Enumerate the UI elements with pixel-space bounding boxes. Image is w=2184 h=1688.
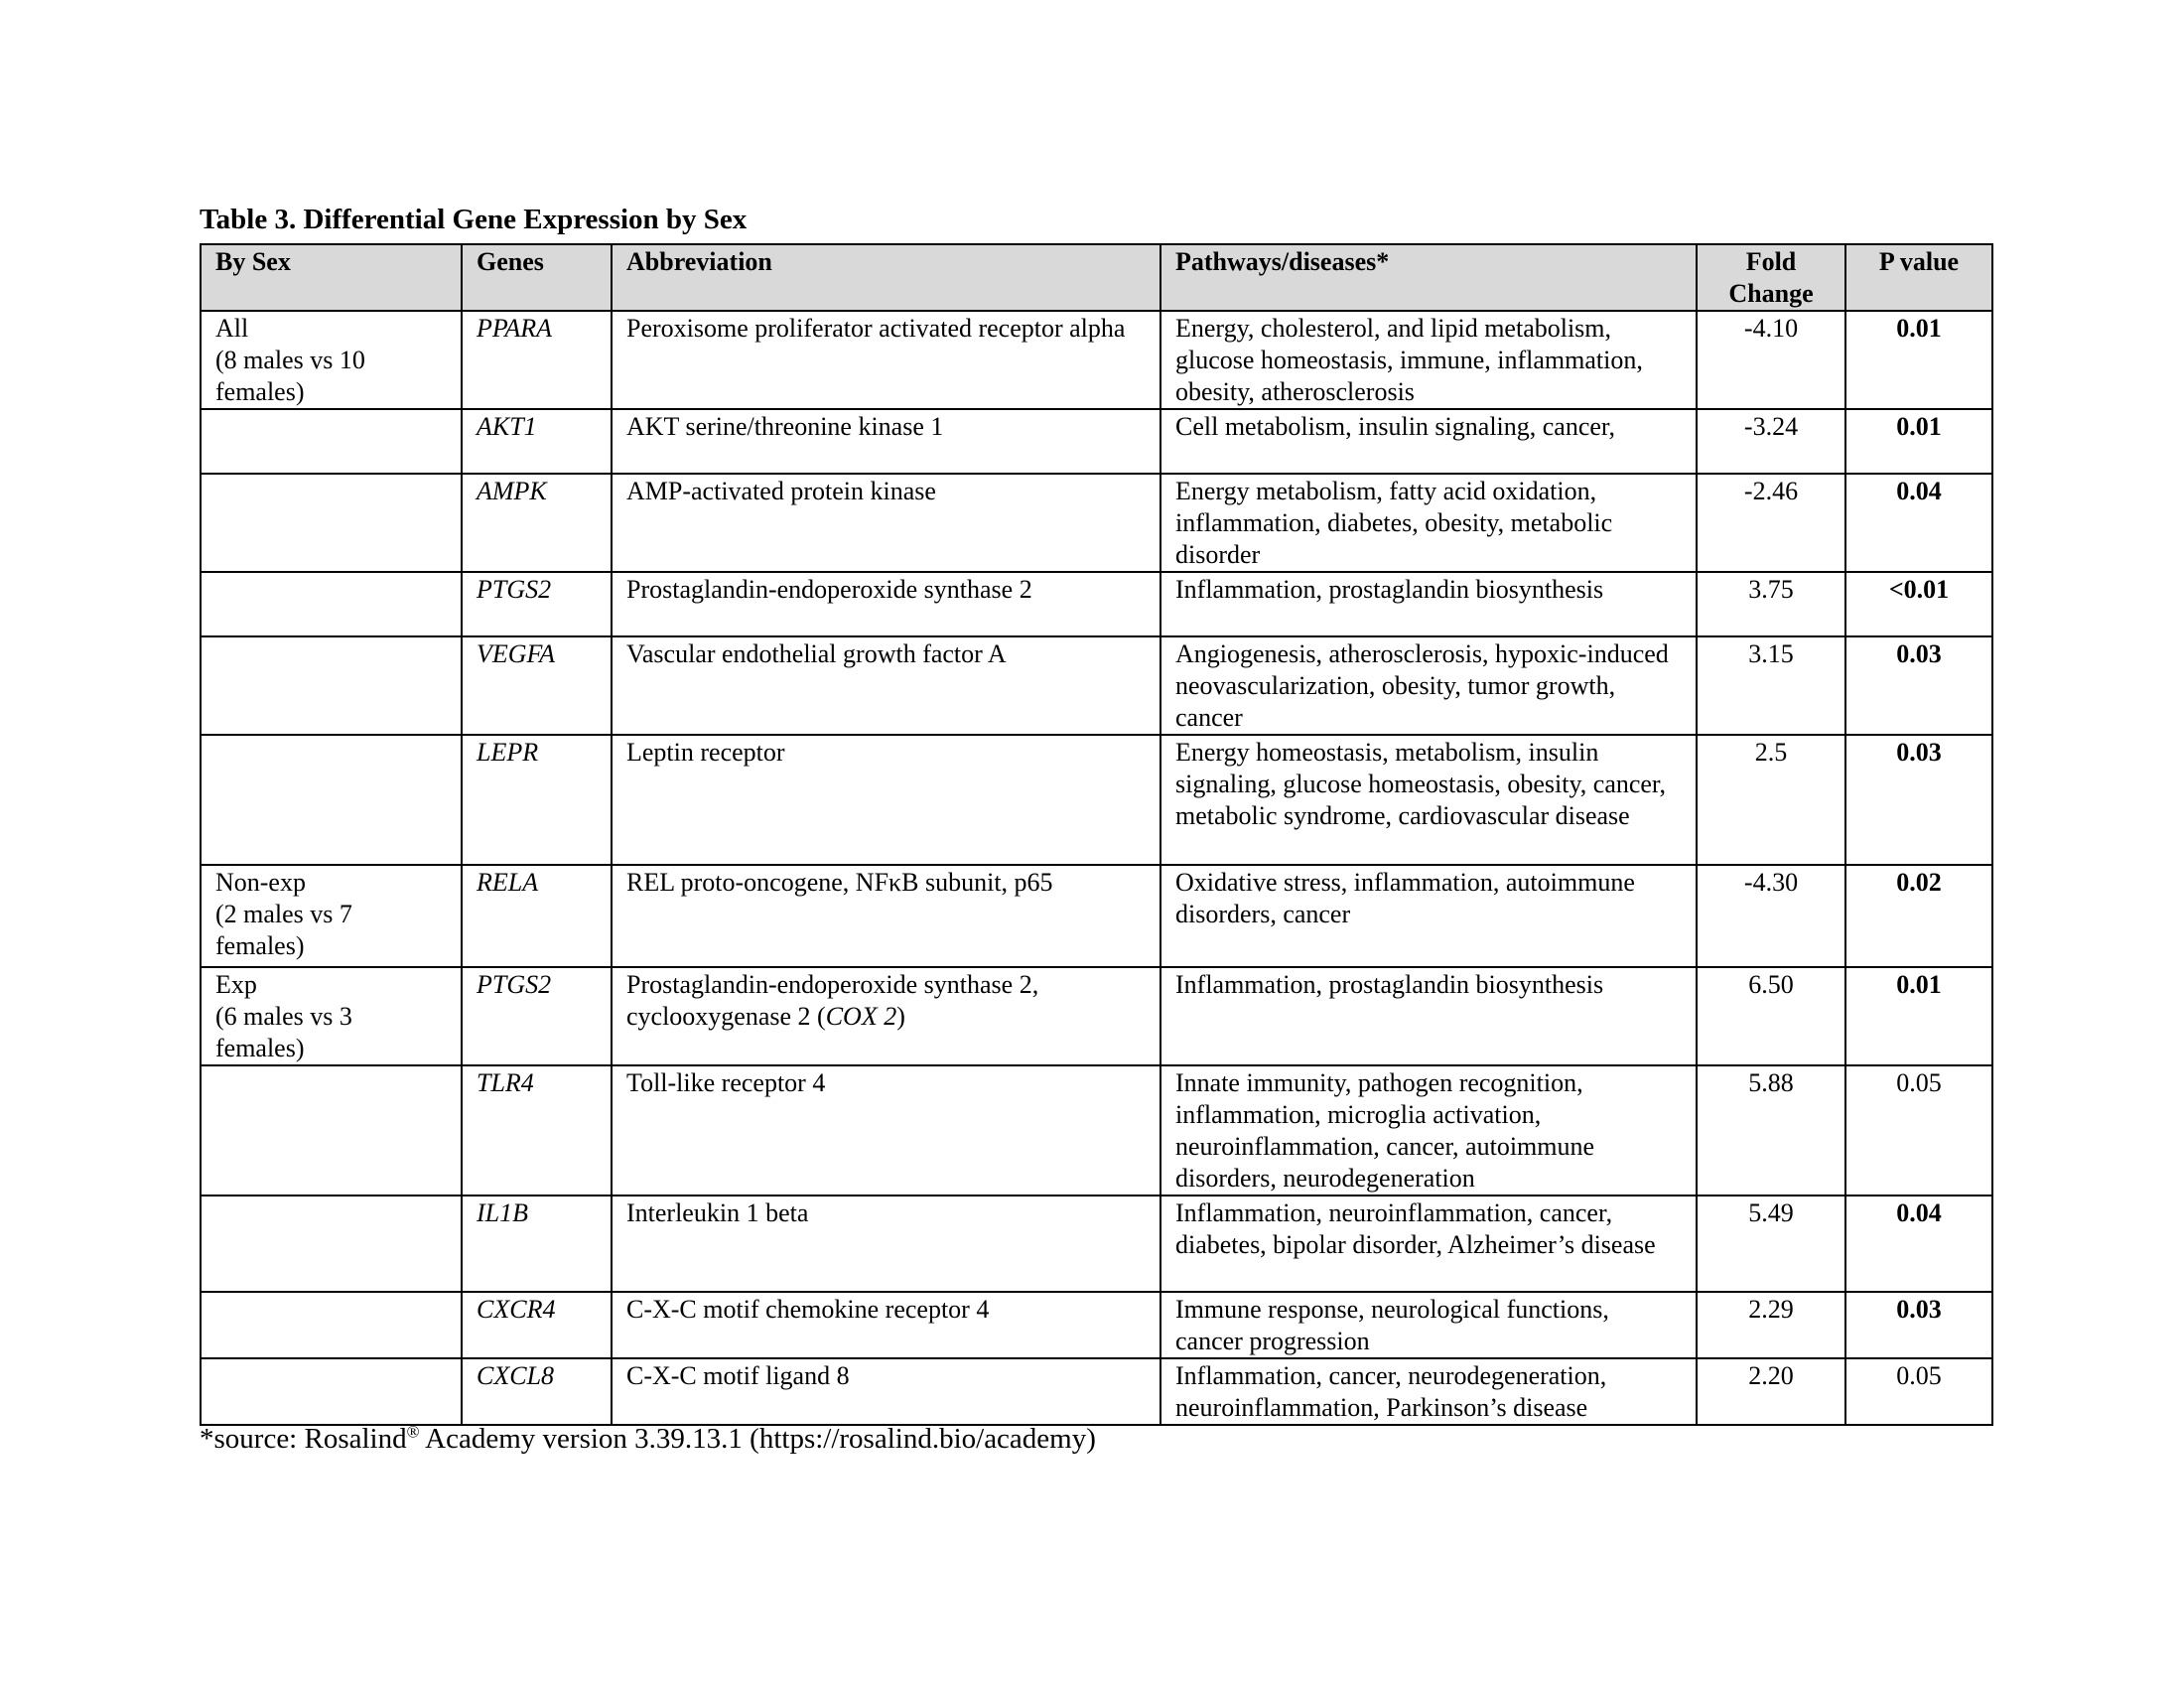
gene-abbreviation: C-X-C motif chemokine receptor 4: [612, 1292, 1160, 1358]
table-row: [201, 474, 1992, 572]
group-empty-cell: [201, 572, 462, 636]
header-p-value: P value: [1845, 244, 1992, 311]
gene-abbreviation: Vascular endothelial growth factor A: [612, 636, 1160, 735]
table-row: [201, 572, 1992, 636]
abbreviation-end-text: ): [896, 1002, 905, 1031]
gene-pathways: Immune response, neurological functions, cancer progression: [1160, 1292, 1697, 1358]
gene-abbreviation: AKT serine/threonine kinase 1: [612, 409, 1160, 474]
table-row: [201, 409, 1992, 474]
table-row: [201, 865, 1992, 967]
gene-symbol: TLR4: [462, 1065, 612, 1196]
fold-change: 6.50: [1697, 967, 1845, 1065]
footnote-prefix: *source: Rosalind: [200, 1423, 407, 1455]
fold-change: 3.15: [1697, 636, 1845, 735]
gene-pathways: Oxidative stress, inflammation, autoimmune disorders, cancer: [1160, 865, 1697, 967]
gene-symbol: LEPR: [462, 735, 612, 865]
fold-change: 5.88: [1697, 1065, 1845, 1196]
group-label-all: [201, 311, 462, 409]
fold-change: 5.49: [1697, 1196, 1845, 1292]
gene-pathways: Cell metabolism, insulin signaling, cancer,: [1160, 409, 1697, 474]
table-row: [201, 1196, 1992, 1292]
p-value: 0.01: [1845, 967, 1992, 1065]
gene-pathways: Inflammation, prostaglandin biosynthesis: [1160, 572, 1697, 636]
table-row: [201, 1358, 1992, 1425]
p-value: <0.01: [1845, 572, 1992, 636]
group-name: Non-exp: [215, 868, 306, 897]
table-row: [201, 1292, 1992, 1358]
group-detail: (8 males vs 10 females): [215, 346, 365, 406]
p-value: 0.04: [1845, 1196, 1992, 1292]
gene-abbreviation: [612, 967, 1160, 1065]
gene-pathways: Energy, cholesterol, and lipid metabolism, glucose homeostasis, immune, inflammation, obesity, atherosclerosis: [1160, 311, 1697, 409]
fold-change: -2.46: [1697, 474, 1845, 572]
table-row: [201, 1065, 1992, 1196]
gene-symbol: AMPK: [462, 474, 612, 572]
gene-symbol: CXCR4: [462, 1292, 612, 1358]
gene-abbreviation: Leptin receptor: [612, 735, 1160, 865]
group-name: All: [215, 314, 249, 343]
fold-change: 2.29: [1697, 1292, 1845, 1358]
header-genes: Genes: [462, 244, 612, 311]
p-value: 0.05: [1845, 1065, 1992, 1196]
table-row: [201, 967, 1992, 1065]
gene-abbreviation: Peroxisome proliferator activated receptor alpha: [612, 311, 1160, 409]
fold-change: -3.24: [1697, 409, 1845, 474]
gene-symbol: PPARA: [462, 311, 612, 409]
group-empty-cell: [201, 1065, 462, 1196]
p-value: 0.01: [1845, 409, 1992, 474]
gene-expression-table: [200, 243, 1993, 1426]
group-empty-cell: [201, 409, 462, 474]
p-value: 0.02: [1845, 865, 1992, 967]
gene-abbreviation: C-X-C motif ligand 8: [612, 1358, 1160, 1425]
p-value: 0.03: [1845, 735, 1992, 865]
fold-change: 3.75: [1697, 572, 1845, 636]
p-value: 0.03: [1845, 636, 1992, 735]
table-row: [201, 636, 1992, 735]
gene-pathways: Inflammation, neuroinflammation, cancer, diabetes, bipolar disorder, Alzheimer’s disease: [1160, 1196, 1697, 1292]
gene-symbol: RELA: [462, 865, 612, 967]
gene-pathways: Energy metabolism, fatty acid oxidation, inflammation, diabetes, obesity, metabolic disorder: [1160, 474, 1697, 572]
gene-symbol: VEGFA: [462, 636, 612, 735]
header-row: [201, 244, 1992, 311]
group-empty-cell: [201, 1292, 462, 1358]
group-name: Exp: [215, 970, 257, 999]
gene-pathways: Innate immunity, pathogen recognition, inflammation, microglia activation, neuroinflammation, cancer, autoimmune disorders, neurodegeneration: [1160, 1065, 1697, 1196]
gene-symbol: PTGS2: [462, 967, 612, 1065]
group-empty-cell: [201, 1196, 462, 1292]
gene-abbreviation: REL proto-oncogene, NFκB subunit, p65: [612, 865, 1160, 967]
p-value: 0.04: [1845, 474, 1992, 572]
header-abbreviation: Abbreviation: [612, 244, 1160, 311]
gene-abbreviation: Interleukin 1 beta: [612, 1196, 1160, 1292]
gene-pathways: Energy homeostasis, metabolism, insulin signaling, glucose homeostasis, obesity, cancer, metabolic syndrome, cardiovascular disease: [1160, 735, 1697, 865]
header-by-sex: By Sex: [201, 244, 462, 311]
p-value: 0.03: [1845, 1292, 1992, 1358]
p-value: 0.01: [1845, 311, 1992, 409]
gene-abbreviation: Toll-like receptor 4: [612, 1065, 1160, 1196]
header-fold-change: Fold Change: [1697, 244, 1845, 311]
gene-symbol: CXCL8: [462, 1358, 612, 1425]
gene-pathways: Angiogenesis, atherosclerosis, hypoxic-induced neovascularization, obesity, tumor growth, cancer: [1160, 636, 1697, 735]
footnote-suffix: Academy version 3.39.13.1 (https://rosalind.bio/academy): [419, 1423, 1096, 1455]
gene-symbol: IL1B: [462, 1196, 612, 1292]
group-detail: (2 males vs 7 females): [215, 900, 352, 960]
fold-change: 2.5: [1697, 735, 1845, 865]
registered-mark: ®: [406, 1422, 420, 1442]
abbreviation-text: Prostaglandin-endoperoxide synthase 2, cyclooxygenase 2 (: [626, 970, 1039, 1031]
fold-change: -4.30: [1697, 865, 1845, 967]
gene-pathways: Inflammation, cancer, neurodegeneration, neuroinflammation, Parkinson’s disease: [1160, 1358, 1697, 1425]
header-pathways: Pathways/diseases*: [1160, 244, 1697, 311]
group-label-nonexp: [201, 865, 462, 967]
gene-pathways: Inflammation, prostaglandin biosynthesis: [1160, 967, 1697, 1065]
footnote: [200, 1422, 1096, 1456]
group-empty-cell: [201, 474, 462, 572]
group-detail: (6 males vs 3 females): [215, 1002, 352, 1062]
p-value: 0.05: [1845, 1358, 1992, 1425]
abbreviation-italic-text: COX 2: [825, 1002, 897, 1031]
gene-abbreviation: AMP-activated protein kinase: [612, 474, 1160, 572]
gene-symbol: PTGS2: [462, 572, 612, 636]
table-row: [201, 735, 1992, 865]
fold-change: 2.20: [1697, 1358, 1845, 1425]
gene-symbol: AKT1: [462, 409, 612, 474]
table-row: [201, 311, 1992, 409]
group-label-exp: [201, 967, 462, 1065]
group-empty-cell: [201, 1358, 462, 1425]
fold-change: -4.10: [1697, 311, 1845, 409]
table-title: Table 3. Differential Gene Expression by Sex: [200, 204, 748, 235]
gene-abbreviation: Prostaglandin-endoperoxide synthase 2: [612, 572, 1160, 636]
group-empty-cell: [201, 735, 462, 865]
group-empty-cell: [201, 636, 462, 735]
